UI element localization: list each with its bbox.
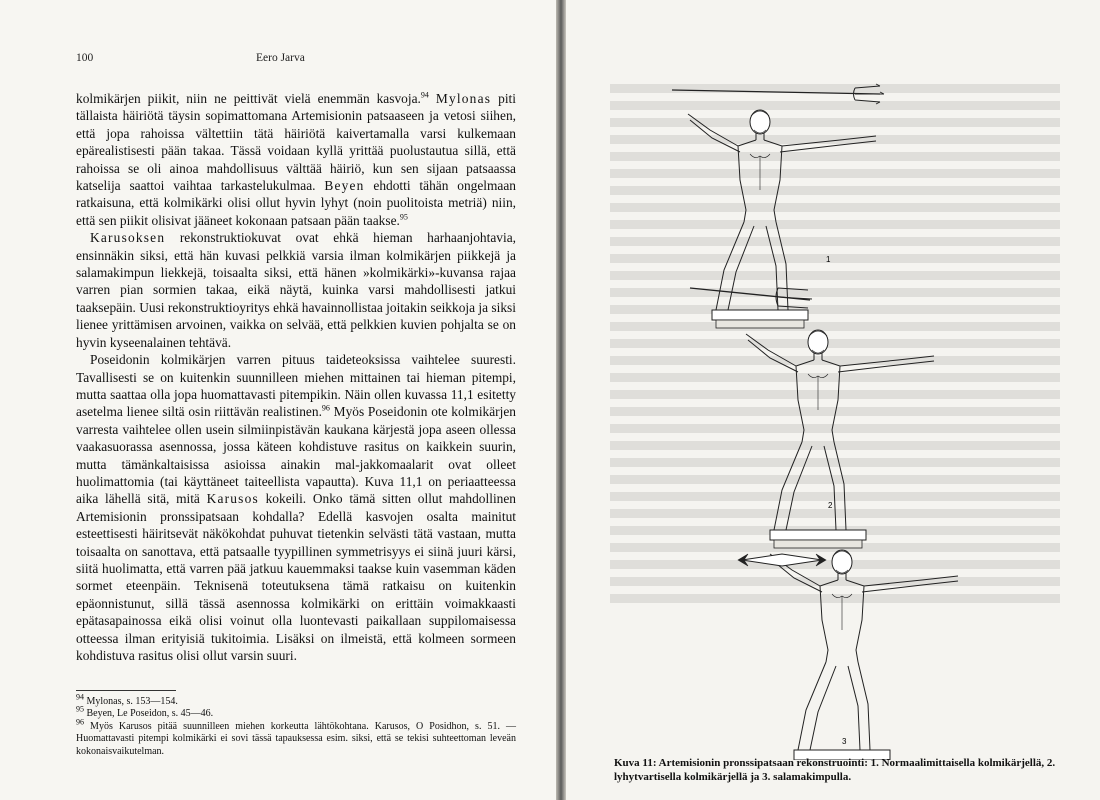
book-gutter [556, 0, 566, 800]
footnote: $^{95}$ Beyen, Le Poseidon, s. 45—46. [76, 705, 214, 720]
paragraph: kolmikärjen piikit, niin ne peittivät vielä enemmän kasvoja.$^{94}$ Mylonas piti tällaista häiriötä täysin sopimattomana Artemisionin patsaaseen ja vetosi siihen, että jopa rahoissa vältettiin tätä häiriötä kaivertamalla varsi kulkemaan epärealistisesti pään takaa. Tässä voidaan kyllä yrittää puolustautua sillä, että rahoissa se oli ainoa mahdollisuus välttää häiriö, kun sen sijaan patsaassa katselija saattoi vaihtaa tarkastelukulmaa. Beyen ehdotti tähän ongelmaan ratkaisuna, että kolmikärki olisi ollut hyvin lyhyt (noin puolitoista metriä) niin, että sen piikit olisivat jääneet kokonaan patsaan pään taakse.$^{95}$ [76, 90, 516, 228]
author-name: Karusoksen [90, 230, 166, 246]
figure-caption: Kuva 11: Artemisionin pronssipatsaan rekonstruointi: 1. Normaalimittaisella kolmikärjellä, 2. lyhytvartisella kolmikärjellä ja 3. salamakimpulla. [614, 757, 1056, 783]
paragraph: Karusoksen rekonstruktiokuvat ovat ehkä hieman harhaanjohtavia, ensinnäkin siksi, että hän kuvasi pelkkiä varsia ilman kolmikärjen piikkejä ja salamakimpun liekkejä, toisaalta siksi, että hänen »kolmikärki»-kuvansa rajaa varren pian sormien takaa, eikä näytä, kuinka varsi mahdollisesti jatkui taaksepäin. Uusi rekonstruktioyritys ehkä havainnollistaa joitakin seikkoja ja siksi lienee yrittämisen arvoinen, vaikka on selvää, että pelkkien kuvien pohjalta se on hyvin kyseenalainen tehtävä. [76, 230, 516, 350]
author-name: Karusos [206, 491, 259, 507]
footnote-rule [76, 690, 176, 691]
figure-label: 1 [826, 255, 831, 264]
footnote-ref: 94 [420, 90, 429, 100]
statue-drawings [580, 40, 1080, 760]
author-name: Beyen [324, 178, 365, 194]
reconstruction-figure [580, 40, 1080, 760]
figure-label: 2 [828, 501, 833, 510]
footnote: $^{94}$ Mylonas, s. 153—154. [76, 692, 178, 707]
footnote-ref: 95 [399, 212, 408, 222]
footnote: $^{96}$ Myös Karusos pitää suunnilleen miehen korkeutta lähtökohtana. Karusos, O Posidhon, s. 51. — Huomattavasti pitempi kolmikärki ei sovi tässä tapauksessa esim. siksi, että se tekisi suhteettoman leveän kokonaisvaikutelman. [76, 717, 517, 757]
footnote-ref: 96 [321, 403, 330, 413]
statue-figure-3 [738, 550, 958, 760]
author-name: Mylonas [435, 91, 492, 106]
footnotes [76, 692, 517, 758]
page-number: 100 [76, 52, 94, 64]
figure-label: 3 [842, 737, 847, 746]
running-title: Eero Jarva [256, 52, 305, 64]
body-text [76, 90, 516, 664]
statue-figure-1 [672, 84, 884, 328]
paragraph: Poseidonin kolmikärjen varren pituus taideteoksissa vaihtelee suuresti. Tavallisesti se on kuitenkin suunnilleen miehen mittainen tai hieman pitempi, mutta saattaa olla jopa huomattavasti pitempikin. Näin ollen kuvassa 11,1 esitetty asetelma lienee siltä osin riittävän realistinen.$^{96}$ Myös Poseidonin ote kolmikärjen varresta vaihtelee ollen usein silmiinpistävän kaukana kärjestä jopa aseen ollessa vaakasuorassa asennossa, jossa käteen kohdistuve rasitus on kaikkein suurin, mutta tämänkaltaisissa asioissa ainakin mal-jakkomaalarit ovat olleet huolimattomia (tai käyttäneet taiteellista vapautta). Kuva 11,1 on periaatteessa aika lähellä sitä, mitä Karusos kokeili. Onko tämä sitten ollut mahdollinen Artemisionin pronssipatsaan kohdalla? Edellä kasvojen osalta mainitut esteettisesti häiritsevät näkökohdat puhuvat tietenkin selvästi tätä vastaan, mutta toisaalta on sanottava, että patsaalle tyypillinen symmetrisyys ei siinä juuri kärsi, siitä huolimatta, että varren pää jatkuu kauemmaksi taakse kuin vasemman käden sormet eteenpäin. Teknisenä toteutuksena tämä ratkaisu on kuitenkin epäonnistunut, sillä tässä asennossa kolmikärki on erittäin voimakkaasti epätasapainossa eikä olisi voinut olla luontevasti paikallaan suppilomaisessa otteessa ilman erityisiä tukitoimia. Lisäksi on ilmeistä, että kolmeen sormeen kohdistuva rasitus olisi ollut varsin suuri. [76, 352, 516, 663]
